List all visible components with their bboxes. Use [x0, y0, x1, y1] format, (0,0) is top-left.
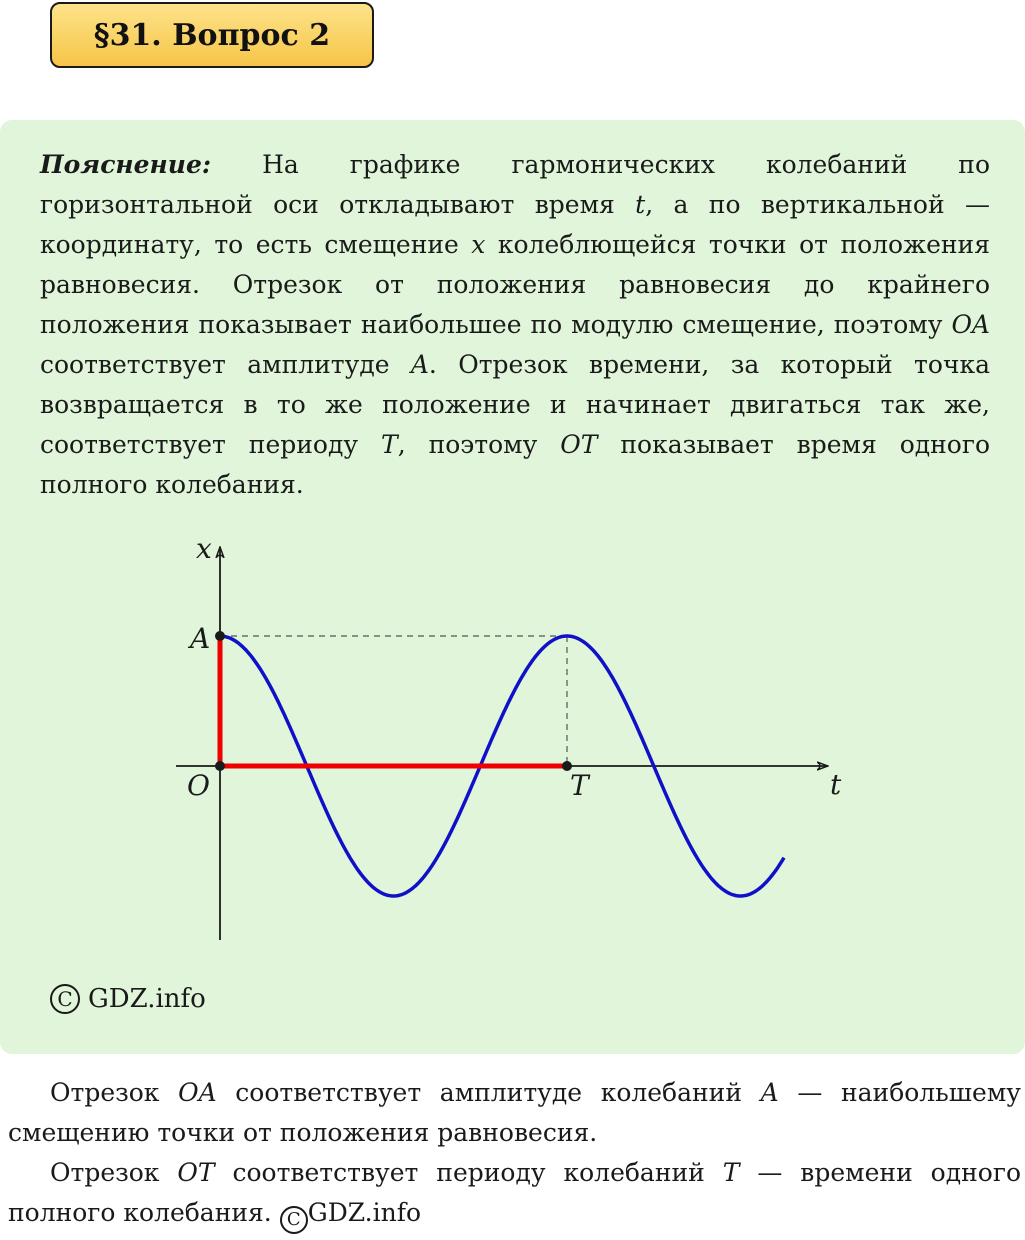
answer-var-OA: OA — [178, 1078, 217, 1107]
copyright-text: GDZ.info — [88, 984, 206, 1014]
x-axis-label: x — [196, 532, 212, 565]
var-OA: OA — [951, 310, 990, 339]
label-O: O — [187, 769, 210, 802]
label-T: T — [570, 769, 589, 802]
answer-var-A: A — [760, 1078, 779, 1107]
answer-p2-c: — времени одного полного колебания. — [8, 1158, 1021, 1227]
var-t: t — [635, 190, 646, 219]
answer-copyright-icon: C — [280, 1206, 308, 1234]
point-A — [215, 631, 225, 641]
copyright-mark — [50, 984, 206, 1014]
explanation-s5: . Отрезок времени, за который точка возвращается в то же положение и начинает двигаться так же, соответствует периоду — [40, 350, 991, 459]
var-x: x — [471, 230, 486, 259]
var-A: A — [410, 350, 429, 379]
explanation-lead: Пояснение: — [40, 150, 212, 179]
var-T: T — [381, 430, 398, 459]
answer-p2-a: Отрезок — [50, 1158, 178, 1187]
explanation-s2: , а по вертикальной — координату, то есть смещение — [40, 190, 990, 259]
answer-var-OT: OT — [177, 1158, 215, 1187]
explanation-s7: показывает время одного полного колебания. — [40, 430, 990, 499]
answer-p1-b: соответствует амплитуде колебаний — [216, 1078, 761, 1107]
answer-paragraph-1 — [0, 1073, 1025, 1153]
answer-copyright-text: GDZ.info — [307, 1198, 422, 1227]
copyright-icon: C — [50, 984, 80, 1014]
point-O — [215, 761, 225, 771]
explanation-s6: , поэтому — [397, 430, 561, 459]
section-title-text: §31. Вопрос 2 — [93, 17, 331, 53]
explanation-s4: соответствует амплитуде — [40, 350, 411, 379]
answer-var-T: T — [722, 1158, 740, 1187]
explanation-s1: На графике гармонических колебаний по горизонтальной оси откладывают время — [40, 150, 990, 219]
answer-paragraph-2 — [0, 1153, 1025, 1234]
answer-p2-b: соответствует периоду колебаний — [214, 1158, 723, 1187]
answer-p1-a: Отрезок — [50, 1078, 179, 1107]
t-axis-label: t — [830, 768, 842, 801]
explanation-s3: колеблющейся точки от положения равновесия. Отрезок от положения равновесия до крайнего положения показывает наибольшее по модулю смещение, поэтому — [40, 230, 990, 339]
answer-p1-c: — наибольшему смещению точки от положения равновесия. — [8, 1078, 1021, 1147]
label-A: A — [190, 622, 211, 655]
var-OT: OT — [560, 430, 598, 459]
